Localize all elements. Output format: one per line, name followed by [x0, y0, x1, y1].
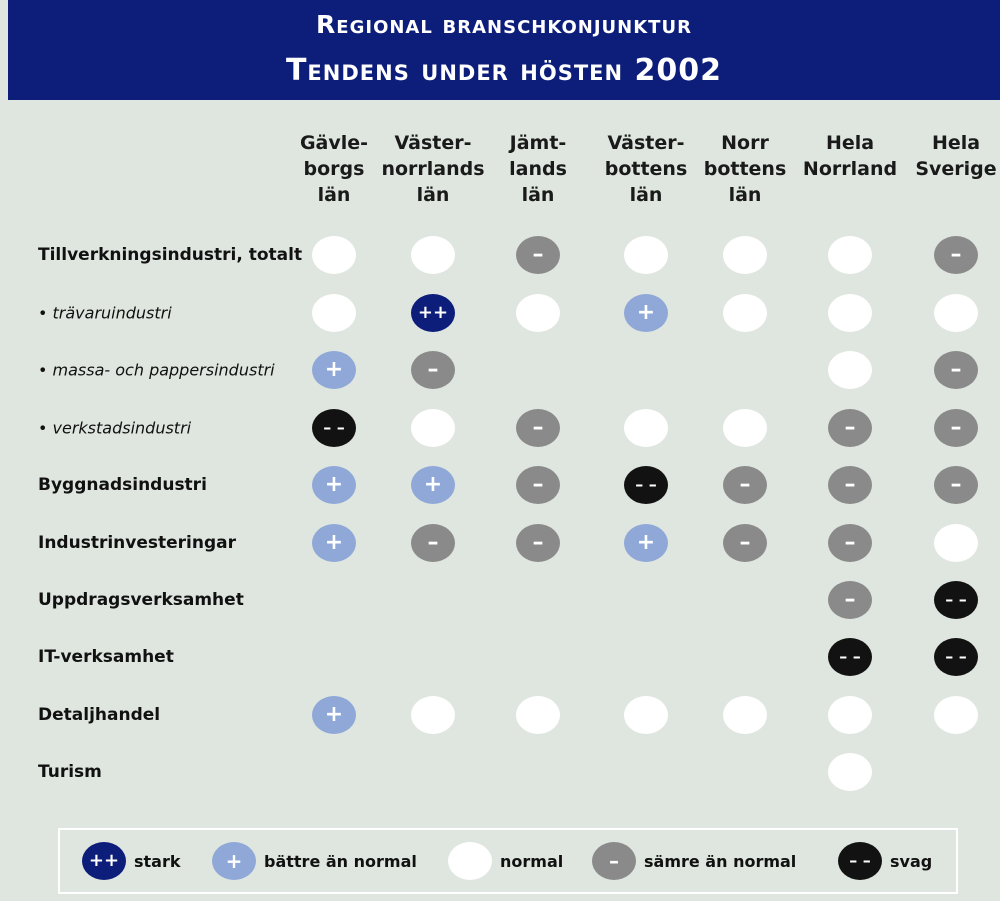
- tendency-symbol: – –: [945, 590, 967, 609]
- column-header-line: län: [629, 184, 663, 206]
- column-header-line: Norr: [721, 132, 769, 154]
- tendency-symbol: –: [739, 472, 751, 497]
- tendency-symbol: +: [324, 702, 344, 727]
- tendency-dot-normal: [624, 409, 668, 447]
- tendency-dot-samre: [828, 466, 872, 504]
- tendency-symbol: ++: [417, 302, 449, 323]
- tendency-dot-normal: [624, 696, 668, 734]
- column-header-line: bottens: [703, 158, 787, 180]
- tendency-dot-svag: [828, 638, 872, 676]
- tendency-symbol: –: [427, 357, 439, 382]
- column-header-line: Hela: [931, 132, 981, 154]
- legend-item-battre: [212, 830, 417, 892]
- tendency-dot-normal: [411, 696, 455, 734]
- legend-symbol: ++: [88, 850, 120, 871]
- tendency-dot-normal: [828, 236, 872, 274]
- tendency-dot-battre: [411, 466, 455, 504]
- column-header-line: Jämt-: [509, 132, 567, 154]
- tendency-symbol: –: [844, 587, 856, 612]
- tendency-dot-samre: [516, 524, 560, 562]
- tendency-dot-svag: [624, 466, 668, 504]
- tendency-dot-svag: [934, 581, 978, 619]
- row-label: Uppdragsverksamhet: [38, 590, 244, 610]
- tendency-dot-normal: [828, 696, 872, 734]
- tendency-symbol: – –: [635, 475, 657, 494]
- tendency-dot-normal: [624, 236, 668, 274]
- tendency-dot-normal: [723, 294, 767, 332]
- tendency-symbol: –: [950, 357, 962, 382]
- legend-item-svag: [838, 830, 932, 892]
- tendency-dot-normal: [312, 236, 356, 274]
- row-label: IT-verksamhet: [38, 647, 174, 667]
- tendency-dot-normal: [723, 696, 767, 734]
- tendency-symbol: –: [844, 472, 856, 497]
- tendency-dot-samre: [828, 524, 872, 562]
- tendency-dot-samre: [828, 581, 872, 619]
- tendency-dot-normal: [312, 294, 356, 332]
- tendency-dot-battre: [624, 294, 668, 332]
- tendency-dot-svag: [934, 638, 978, 676]
- tendency-symbol: –: [532, 415, 544, 440]
- tendency-dot-normal: [828, 753, 872, 791]
- tendency-symbol: –: [950, 472, 962, 497]
- tendency-dot-battre: [312, 466, 356, 504]
- tendency-dot-samre: [934, 236, 978, 274]
- tendency-symbol: +: [324, 472, 344, 497]
- title-banner: [8, 0, 1000, 100]
- column-header-6: [795, 130, 905, 182]
- column-header-7: [901, 130, 1000, 182]
- tendency-symbol: –: [844, 530, 856, 555]
- column-header-line: Väster-: [607, 132, 685, 154]
- legend-item-stark: [82, 830, 181, 892]
- row-label: • massa- och pappersindustri: [38, 360, 275, 380]
- tendency-symbol: +: [423, 472, 443, 497]
- legend-label: stark: [134, 851, 181, 871]
- tendency-dot-samre: [516, 236, 560, 274]
- column-header-4: [591, 130, 701, 208]
- column-header-line: Gävle-: [299, 132, 369, 154]
- tendency-dot-samre: [723, 524, 767, 562]
- column-header-line: län: [416, 184, 450, 206]
- tendency-dot-normal: [723, 236, 767, 274]
- column-header-1: [279, 130, 389, 208]
- column-header-line: Hela: [825, 132, 875, 154]
- tendency-dot-stark: [411, 294, 455, 332]
- column-header-line: Norrland: [802, 158, 898, 180]
- column-header-line: län: [521, 184, 555, 206]
- row-label: Tillverkningsindustri, totalt: [38, 245, 303, 265]
- row-label: • trävaruindustri: [38, 303, 172, 323]
- legend-dot-stark: [82, 842, 126, 880]
- legend-label: svag: [890, 851, 933, 871]
- tendency-dot-normal: [934, 294, 978, 332]
- row-label: • verkstadsindustri: [38, 418, 192, 438]
- tendency-dot-samre: [516, 409, 560, 447]
- row-label: Industrinvesteringar: [38, 533, 236, 553]
- legend-item-samre: [592, 830, 796, 892]
- tendency-dot-battre: [312, 524, 356, 562]
- column-header-line: län: [728, 184, 762, 206]
- tendency-dot-samre: [934, 466, 978, 504]
- tendency-dot-battre: [312, 696, 356, 734]
- chart-subtitle: Tendens under hösten 2002: [285, 53, 723, 88]
- tendency-dot-samre: [516, 466, 560, 504]
- tendency-dot-battre: [312, 351, 356, 389]
- legend-item-normal: [448, 830, 563, 892]
- tendency-dot-normal: [723, 409, 767, 447]
- tendency-dot-normal: [516, 696, 560, 734]
- tendency-dot-samre: [411, 524, 455, 562]
- tendency-dot-normal: [828, 294, 872, 332]
- tendency-symbol: –: [844, 415, 856, 440]
- legend-symbol: – –: [849, 851, 871, 870]
- tendency-symbol: +: [636, 530, 656, 555]
- column-header-line: bottens: [604, 158, 688, 180]
- tendency-dot-normal: [411, 236, 455, 274]
- column-header-2: [378, 130, 488, 208]
- legend-label: sämre än normal: [644, 851, 797, 871]
- tendency-symbol: – –: [839, 647, 861, 666]
- tendency-dot-normal: [828, 351, 872, 389]
- legend-dot-samre: [592, 842, 636, 880]
- tendency-dot-normal: [516, 294, 560, 332]
- legend-dot-battre: [212, 842, 256, 880]
- row-label: Byggnadsindustri: [38, 475, 207, 495]
- tendency-symbol: +: [324, 357, 344, 382]
- column-header-5: [690, 130, 800, 208]
- row-label: Detaljhandel: [38, 705, 161, 725]
- column-header-line: Sverige: [915, 158, 997, 180]
- tendency-dot-samre: [934, 409, 978, 447]
- legend-dot-svag: [838, 842, 882, 880]
- tendency-table: [0, 100, 1000, 901]
- tendency-dot-normal: [934, 524, 978, 562]
- legend-label: normal: [500, 851, 564, 871]
- tendency-symbol: –: [950, 415, 962, 440]
- tendency-symbol: –: [532, 242, 544, 267]
- tendency-dot-samre: [411, 351, 455, 389]
- legend: [58, 828, 958, 894]
- chart-title: Regional branschkonjunktur: [316, 10, 692, 39]
- legend-dot-normal: [448, 842, 492, 880]
- legend-symbol: –: [609, 849, 619, 873]
- column-header-line: borgs: [303, 158, 365, 180]
- column-header-line: norrlands: [381, 158, 485, 180]
- column-header-line: län: [317, 184, 351, 206]
- tendency-symbol: –: [427, 530, 439, 555]
- tendency-dot-svag: [312, 409, 356, 447]
- tendency-dot-battre: [624, 524, 668, 562]
- legend-symbol: +: [225, 849, 243, 873]
- column-header-line: lands: [509, 158, 567, 180]
- tendency-symbol: – –: [945, 647, 967, 666]
- tendency-symbol: –: [532, 530, 544, 555]
- tendency-dot-normal: [934, 696, 978, 734]
- tendency-symbol: +: [636, 300, 656, 325]
- column-header-line: Väster-: [394, 132, 472, 154]
- tendency-symbol: –: [532, 472, 544, 497]
- tendency-dot-normal: [411, 409, 455, 447]
- tendency-symbol: – –: [323, 418, 345, 437]
- row-label: Turism: [38, 762, 102, 782]
- tendency-symbol: +: [324, 530, 344, 555]
- legend-label: bättre än normal: [264, 851, 417, 871]
- tendency-dot-samre: [828, 409, 872, 447]
- tendency-symbol: –: [950, 242, 962, 267]
- tendency-dot-samre: [934, 351, 978, 389]
- column-header-3: [483, 130, 593, 208]
- tendency-dot-samre: [723, 466, 767, 504]
- tendency-symbol: –: [739, 530, 751, 555]
